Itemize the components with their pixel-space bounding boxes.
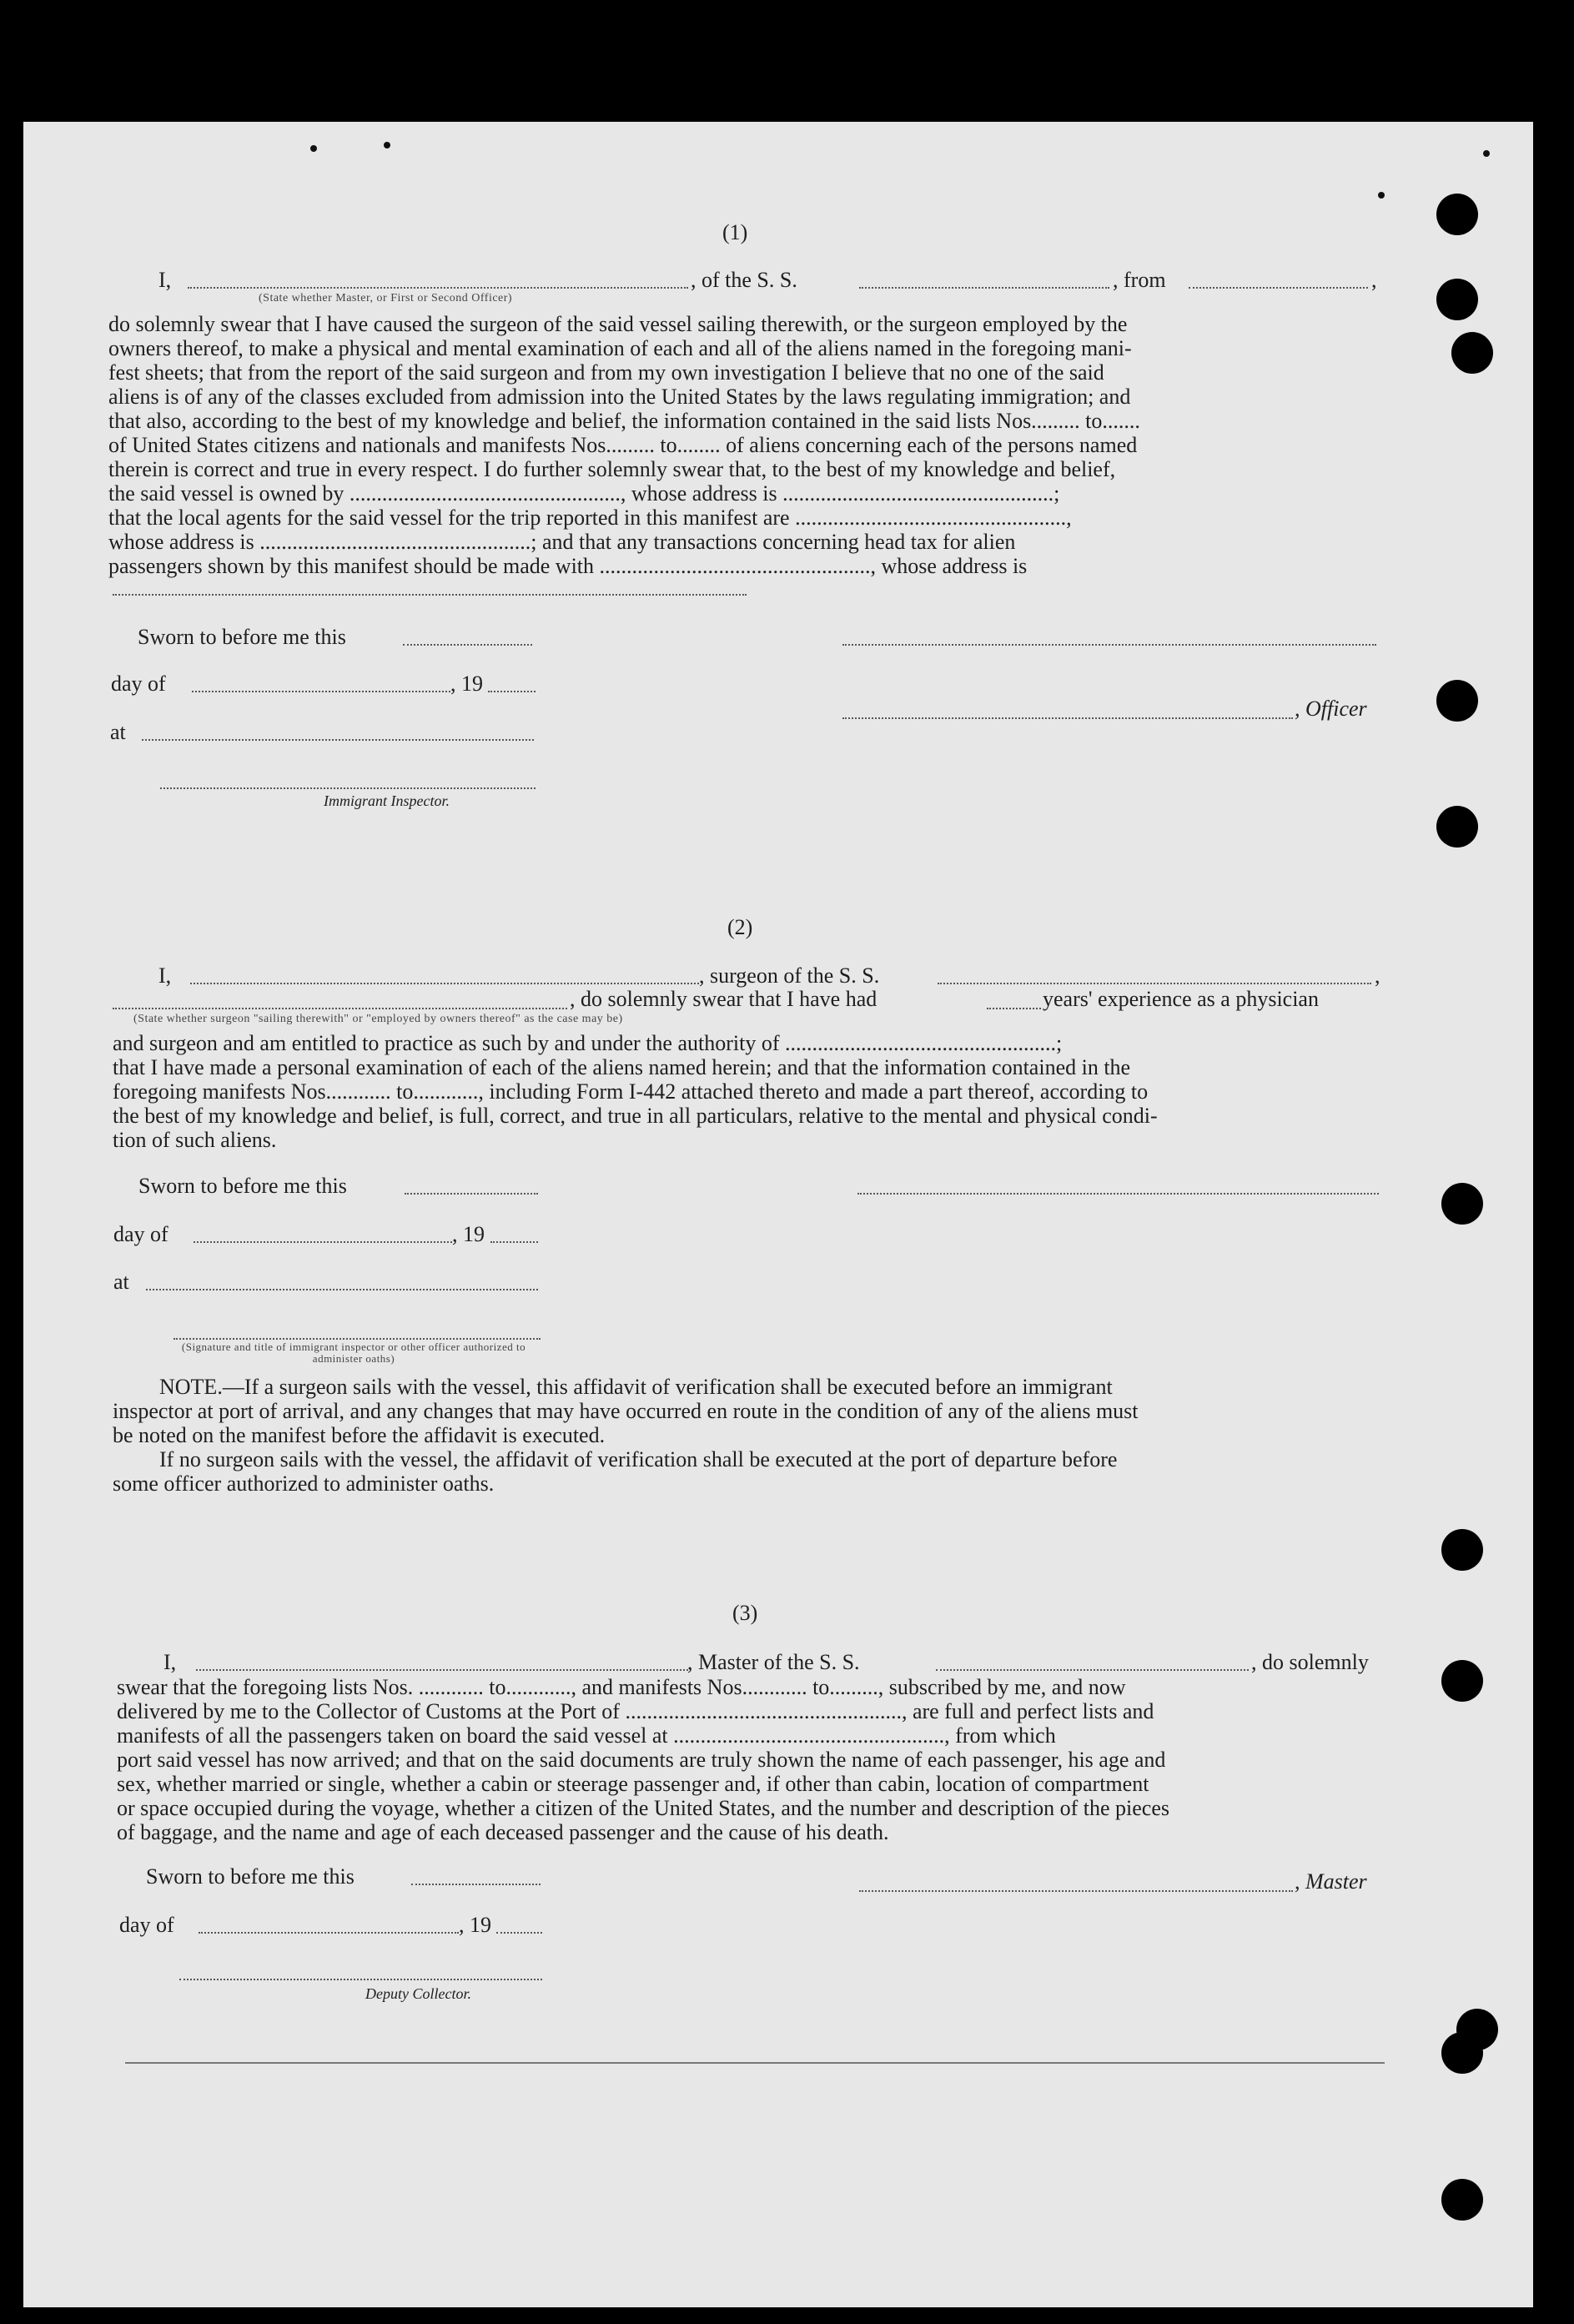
punch-hole bbox=[1456, 2009, 1498, 2050]
s2-signature-note: (Signature and title of immigrant inspector or other officer authorized to administer oaths) bbox=[181, 1341, 526, 1365]
s3-para-line: port said vessel has now arrived; and that on the said documents are truly shown the name of each passenger, his age and bbox=[117, 1748, 1166, 1772]
s1-para-line: passengers shown by this manifest should be made with .................................................., whose address is bbox=[108, 554, 1028, 578]
s2-i-label: I, bbox=[158, 963, 172, 988]
s3-master-signature-field[interactable] bbox=[859, 1890, 1293, 1892]
s1-sworn-field[interactable] bbox=[403, 644, 532, 646]
section-2-number: (2) bbox=[727, 915, 753, 939]
ink-speck bbox=[384, 142, 390, 148]
s1-officer-note: (State whether Master, or First or Second Officer) bbox=[259, 292, 513, 304]
s3-para-line: swear that the foregoing lists Nos. ............ to............, and manifests Nos............ to........., subscribed by me, and now bbox=[117, 1675, 1126, 1699]
punch-hole bbox=[1436, 806, 1478, 848]
s2-note-line: NOTE.—If a surgeon sails with the vessel, this affidavit of verification shall be executed before an immigrant bbox=[159, 1375, 1113, 1399]
punch-hole bbox=[1436, 680, 1478, 722]
s3-vessel-field[interactable] bbox=[936, 1669, 1249, 1671]
punch-hole bbox=[1436, 279, 1478, 320]
s2-swear-label: , do solemnly swear that I have had bbox=[570, 987, 878, 1011]
s2-years-field[interactable] bbox=[987, 1008, 1041, 1009]
s2-year-label: , 19 bbox=[452, 1222, 485, 1246]
s1-para-line: fest sheets; that from the report of the said surgeon and from my own investigation I believe that no one of the said bbox=[108, 360, 1104, 385]
s1-comma: , bbox=[1371, 268, 1377, 292]
punch-hole bbox=[1436, 194, 1478, 235]
punch-hole bbox=[1441, 1660, 1483, 1702]
s3-name-field[interactable] bbox=[196, 1669, 688, 1671]
s3-master-label-sign: , Master bbox=[1295, 1869, 1367, 1894]
s2-note-line: be noted on the manifest before the affidavit is executed. bbox=[113, 1423, 606, 1447]
s1-para-line: therein is correct and true in every respect. I do further solemnly swear that, to the best of my knowledge and belief, bbox=[108, 457, 1116, 481]
s1-para-line: that also, according to the best of my knowledge and belief, the information contained in the said lists Nos......... to....... bbox=[108, 409, 1140, 433]
punch-hole bbox=[1441, 2179, 1483, 2221]
s1-day-of-label: day of bbox=[111, 672, 166, 696]
s2-note bbox=[113, 1375, 1380, 1496]
s1-para-line: owners thereof, to make a physical and mental examination of each and all of the aliens named in the foregoing mani- bbox=[108, 336, 1132, 360]
s2-para-line: foregoing manifests Nos............ to............, including Form I-442 attached thereto and made a part thereof, according to bbox=[113, 1079, 1149, 1104]
s2-para-line: tion of such aliens. bbox=[113, 1128, 277, 1152]
s1-officer-label: , Officer bbox=[1295, 697, 1367, 721]
section-3-number: (3) bbox=[732, 1601, 758, 1625]
s3-solemnly-label: , do solemnly bbox=[1251, 1650, 1369, 1674]
s2-para-line: the best of my knowledge and belief, is full, correct, and true in all particulars, relative to the mental and physical condi- bbox=[113, 1104, 1158, 1128]
s3-para-line: manifests of all the passengers taken on board the said vessel at .................................................., from which bbox=[117, 1723, 1056, 1748]
s1-vessel-field[interactable] bbox=[859, 287, 1109, 289]
ink-speck bbox=[1483, 150, 1490, 157]
s1-at-label: at bbox=[110, 720, 126, 744]
s3-year-label: , 19 bbox=[459, 1913, 491, 1937]
s2-note-line: If no surgeon sails with the vessel, the affidavit of verification shall be executed at the port of departure before bbox=[159, 1447, 1118, 1471]
s2-day-of-label: day of bbox=[113, 1222, 168, 1246]
s3-para-line: or space occupied during the voyage, whether a citizen of the United States, and the number and description of the pieces bbox=[117, 1796, 1170, 1820]
s1-signature-field[interactable] bbox=[842, 644, 1376, 646]
s3-sworn-field[interactable] bbox=[411, 1884, 541, 1885]
punch-hole bbox=[1441, 1183, 1483, 1225]
bottom-divider bbox=[125, 2062, 1385, 2064]
s2-para-line: that I have made a personal examination of each of the aliens named herein; and that the information contained in the bbox=[113, 1055, 1131, 1079]
punch-hole bbox=[1441, 1529, 1483, 1571]
s2-surgeon-type-field[interactable] bbox=[113, 1008, 567, 1009]
s1-para-line: that the local agents for the said vessel for the trip reported in this manifest are .................................................., bbox=[108, 506, 1072, 530]
s1-day-field[interactable] bbox=[192, 691, 450, 692]
s2-paragraph bbox=[113, 1031, 1380, 1152]
s1-inspector-label: Immigrant Inspector. bbox=[324, 792, 450, 809]
s2-surgeon-note: (State whether surgeon "sailing therewith" or "employed by owners thereof" as the case may be) bbox=[133, 1013, 623, 1025]
s1-inspector-field[interactable] bbox=[160, 787, 536, 789]
s3-i-label: I, bbox=[163, 1650, 177, 1674]
s1-para-line: do solemnly swear that I have caused the surgeon of the said vessel sailing therewith, or the surgeon employed by the bbox=[108, 312, 1128, 336]
s2-para-line: and surgeon and am entitled to practice as such by and under the authority of ..................................................; bbox=[113, 1031, 1063, 1055]
s1-i-label: I, bbox=[158, 268, 172, 292]
s2-sworn-label: Sworn to before me this bbox=[138, 1174, 347, 1198]
ink-speck bbox=[310, 145, 317, 152]
s3-day-of-label: day of bbox=[119, 1913, 174, 1937]
s1-of-ss-label: , of the S. S. bbox=[691, 268, 797, 292]
s3-master-label: , Master of the S. S. bbox=[687, 1650, 860, 1674]
s1-year-field[interactable] bbox=[488, 691, 536, 692]
s2-year-field[interactable] bbox=[490, 1241, 538, 1243]
s1-para-line: aliens is of any of the classes excluded from admission into the United States by the laws regulating immigration; and bbox=[108, 385, 1131, 409]
s1-from-field[interactable] bbox=[1189, 287, 1368, 289]
s1-from-label: , from bbox=[1113, 268, 1166, 292]
s3-paragraph bbox=[117, 1675, 1385, 1844]
s3-para-line: sex, whether married or single, whether a cabin or steerage passenger and, if other than cabin, location of compartment bbox=[117, 1772, 1149, 1796]
s3-para-line: of baggage, and the name and age of each deceased passenger and the cause of his death. bbox=[117, 1820, 889, 1844]
section-1-number: (1) bbox=[722, 220, 748, 244]
s2-vessel-field[interactable] bbox=[938, 983, 1371, 984]
ink-speck bbox=[1378, 192, 1385, 199]
s1-year-label: , 19 bbox=[450, 672, 483, 696]
s2-name-field[interactable] bbox=[190, 983, 699, 984]
s1-para-line: of United States citizens and nationals and manifests Nos......... to........ of aliens concerning each of the persons named bbox=[108, 433, 1138, 457]
s2-day-field[interactable] bbox=[194, 1241, 452, 1243]
s2-inspector-field[interactable] bbox=[173, 1338, 541, 1340]
s2-at-field[interactable] bbox=[146, 1289, 538, 1290]
s3-sworn-label: Sworn to before me this bbox=[146, 1864, 355, 1889]
s1-para-line: whose address is ..................................................; and that any transactions concerning head tax for alien bbox=[108, 530, 1016, 554]
s2-years-label: years' experience as a physician bbox=[1043, 987, 1319, 1011]
s3-collector-field[interactable] bbox=[179, 1979, 542, 1980]
s2-comma: , bbox=[1375, 963, 1380, 988]
s2-sworn-field[interactable] bbox=[405, 1193, 538, 1195]
s3-day-field[interactable] bbox=[199, 1932, 459, 1934]
s2-surgeon-label: , surgeon of the S. S. bbox=[699, 963, 880, 988]
s2-note-line: inspector at port of arrival, and any changes that may have occurred en route in the condition of any of the aliens must bbox=[113, 1399, 1139, 1423]
s1-at-field[interactable] bbox=[142, 739, 534, 741]
s2-note-line: some officer authorized to administer oaths. bbox=[113, 1471, 495, 1496]
s2-at-label: at bbox=[113, 1270, 129, 1294]
s1-sworn-label: Sworn to before me this bbox=[138, 625, 346, 649]
s2-signature-field[interactable] bbox=[857, 1193, 1379, 1195]
s1-name-field[interactable] bbox=[188, 287, 688, 289]
s3-year-field[interactable] bbox=[496, 1932, 542, 1934]
s3-collector-label: Deputy Collector. bbox=[365, 1985, 471, 2002]
s1-para-line: the said vessel is owned by .................................................., whose address is ..................................................; bbox=[108, 481, 1060, 506]
s1-paragraph bbox=[108, 312, 1376, 578]
s1-officer-field[interactable] bbox=[842, 717, 1293, 719]
s3-para-line: delivered by me to the Collector of Customs at the Port of ..................................................., are full and perfect lists and bbox=[117, 1699, 1154, 1723]
s1-address-field[interactable] bbox=[113, 594, 747, 596]
punch-hole bbox=[1451, 332, 1493, 374]
